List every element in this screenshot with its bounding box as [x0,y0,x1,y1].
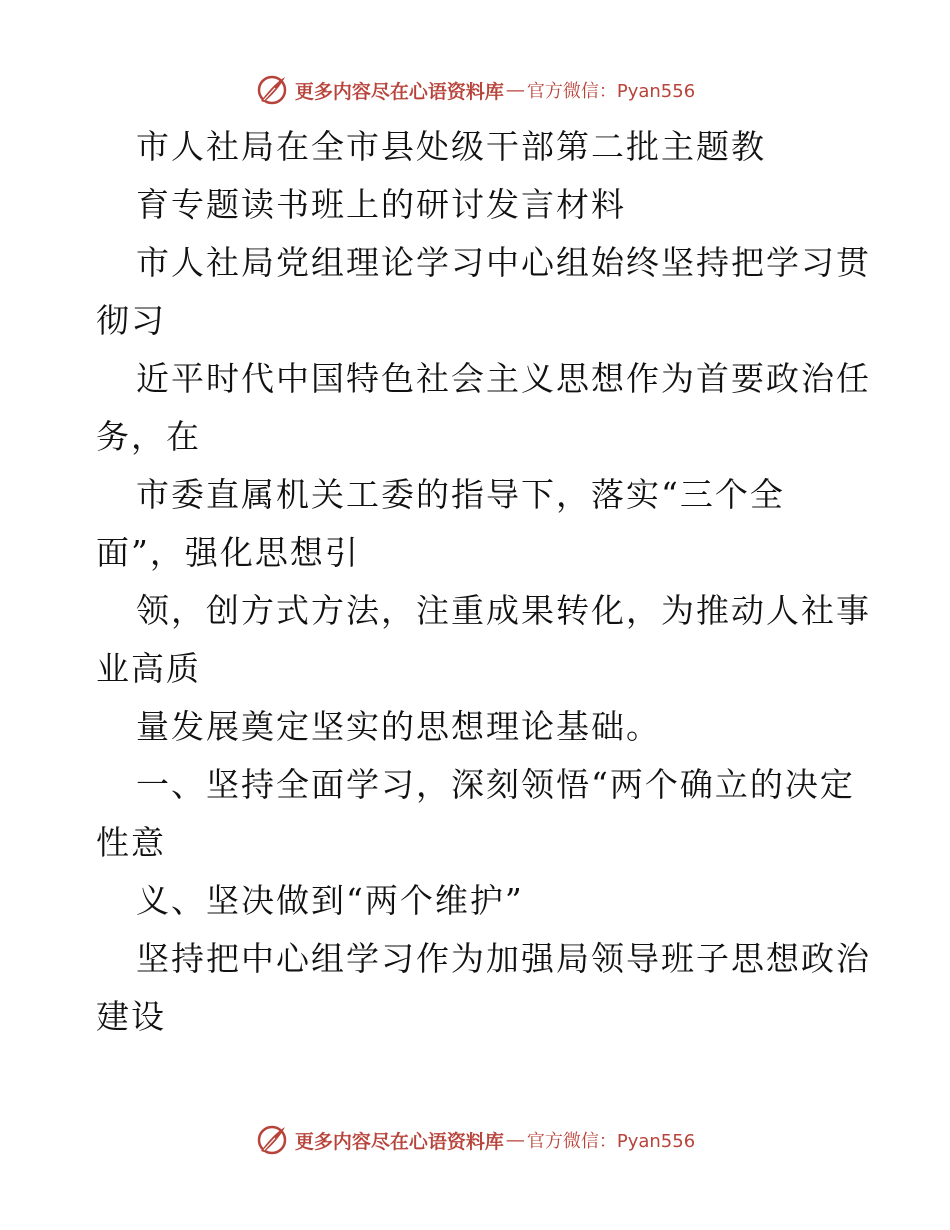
quill-logo-icon [255,73,289,107]
text-line: 彻习 [96,301,166,340]
header-banner [0,70,950,110]
header-dash: — [505,79,525,101]
text-line: 市人社局党组理论学习中心组始终坚持把学习贯 [136,243,871,282]
text-line: 义、坚决做到“两个维护” [136,881,524,920]
document-body [96,118,876,1046]
footer-dash: — [505,1129,525,1151]
quill-logo-icon [255,1123,289,1157]
footer-wechat-text: 官方微信：Pyan556 [526,1131,696,1152]
text-line: 市委直属机关工委的指导下，落实“三个全 [136,475,785,514]
footer-banner [0,1120,950,1160]
footer-site-text: 更多内容尽在心语资料库 [294,1130,504,1153]
text-line: 建设 [96,997,166,1036]
header-site-text: 更多内容尽在心语资料库 [294,80,504,103]
text-line: 市人社局在全市县处级干部第二批主题教 [136,127,766,166]
text-line: 业高质 [96,649,201,688]
text-line: 近平时代中国特色社会主义思想作为首要政治任 [136,359,871,398]
text-line: 面”，强化思想引 [96,533,360,572]
text-line: 量发展奠定坚实的思想理论基础。 [136,707,661,746]
header-wechat-text: 官方微信：Pyan556 [526,81,696,102]
text-line: 一、坚持全面学习，深刻领悟“两个确立的决定 [136,765,855,804]
text-line: 领，创方式方法，注重成果转化，为推动人社事 [136,591,871,630]
text-line: 务，在 [96,417,201,456]
text-line: 育专题读书班上的研讨发言材料 [136,185,626,224]
text-line: 坚持把中心组学习作为加强局领导班子思想政治 [136,939,871,978]
text-line: 性意 [96,823,166,862]
